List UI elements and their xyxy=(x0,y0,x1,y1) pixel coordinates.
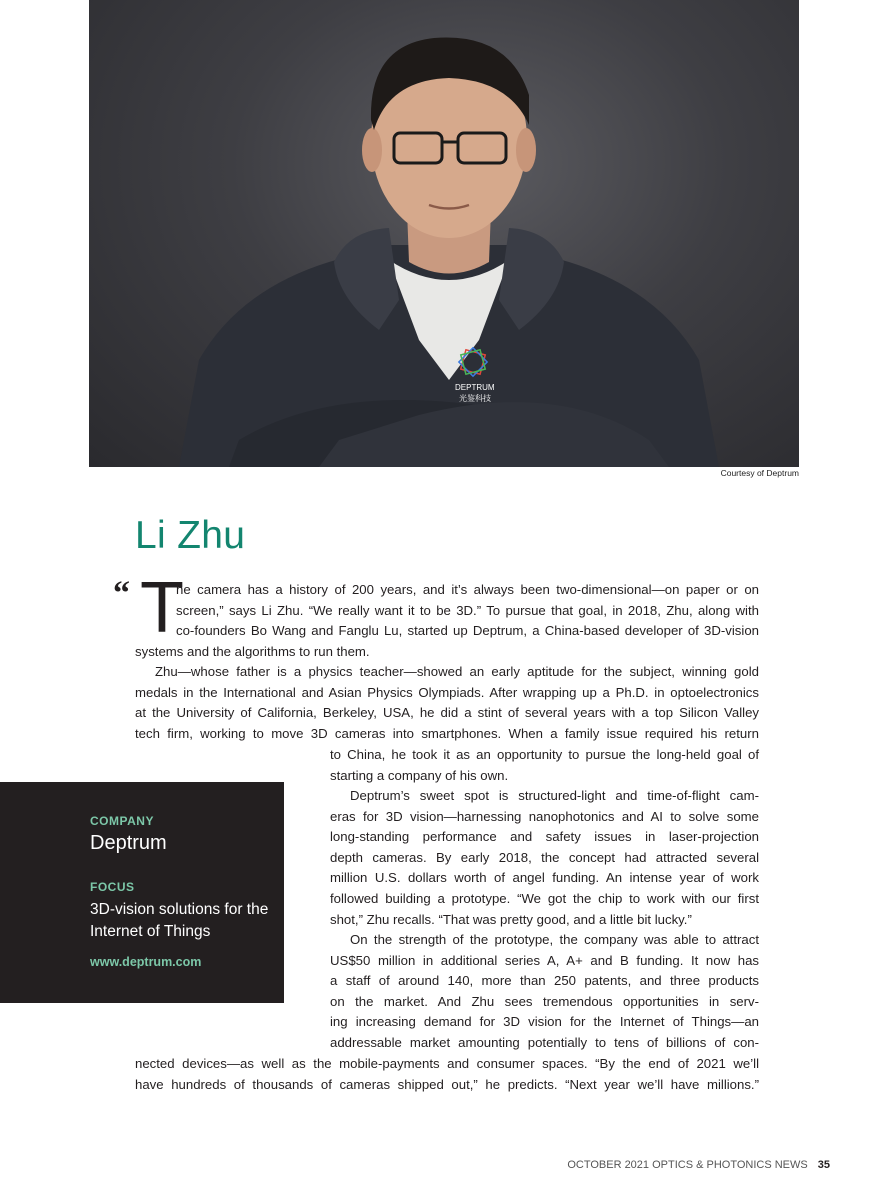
page-number: 35 xyxy=(817,1159,830,1171)
text-line: shot,” Zhu recalls. “That was pretty good, and a little bit lucky.” xyxy=(330,911,692,927)
text-line: million U.S. dollars worth of angel funding. An intense year of work xyxy=(330,870,759,886)
focus-text: 3D-vision solutions for the Internet of Things xyxy=(90,901,269,940)
profile-name: Li Zhu xyxy=(135,514,246,557)
paragraph-4-end xyxy=(135,1054,759,1095)
opening-quote-mark: “ xyxy=(113,575,130,612)
paragraph-2-end xyxy=(330,745,759,786)
company-name: Deptrum xyxy=(90,832,167,854)
text-line: nected devices—as well as the mobile-payments and consumer spaces. “By the end of 2021 we’ll xyxy=(135,1056,759,1071)
text-line: Zhu—whose father is a physics teacher—showed an early aptitude for the subject, winning gold xyxy=(155,664,759,679)
text-line: tech firm, working to move 3D cameras into smartphones. When a family issue required his return xyxy=(135,725,759,741)
text-line: on the market. And Zhu sees tremendous opportunities in serv- xyxy=(330,993,759,1009)
text-line: On the strength of the prototype, the company was able to attract xyxy=(350,932,759,947)
text-line: long-standing performance and safety issues in laser-projection xyxy=(330,829,759,845)
text-line: he camera has a history of 200 years, and it’s always been two-dimensional—on paper or on xyxy=(176,582,759,597)
text-line: depth cameras. By early 2018, the concept had attracted several xyxy=(330,849,759,865)
text-line: at the University of California, Berkeley, USA, he did a stint of several years with a top Silicon Valley xyxy=(135,705,759,721)
page-footer xyxy=(567,1159,830,1171)
text-line: medals in the International and Asian Physics Olympiads. After wrapping up a Ph.D. in optoelectronics xyxy=(135,684,759,700)
text-line: starting a company of his own. xyxy=(330,767,509,783)
paragraph-3 xyxy=(330,786,759,930)
text-line: screen,” says Li Zhu. “We really want it to be 3D.” To pursue that goal, in 2018, Zhu, along with xyxy=(176,602,759,618)
text-line: systems and the algorithms to run them. xyxy=(135,644,370,659)
paragraph-1-end xyxy=(135,642,759,663)
paragraph-4 xyxy=(330,930,759,1054)
text-line: Deptrum’s sweet spot is structured-light and time-of-flight cam- xyxy=(350,788,759,803)
text-line: followed building a prototype. “We got the chip to work with our first xyxy=(330,890,759,906)
company-website-link[interactable]: www.deptrum.com xyxy=(90,955,202,969)
dropcap-letter: T xyxy=(140,568,184,648)
text-line: addressable market amounting potentially to tens of billions of con- xyxy=(330,1034,759,1050)
shirt-logo-chinese: 光鉴科技 xyxy=(459,394,491,403)
shirt-logo-text: DEPTRUM xyxy=(455,383,495,392)
text-line: to China, he took it as an opportunity to pursue the long-held goal of xyxy=(330,747,759,762)
text-line: US$50 million in additional series A, A+ and B funding. It now has xyxy=(330,952,759,968)
text-line: eras for 3D vision—harnessing nanophotonics and AI to solve some xyxy=(330,808,759,824)
portrait-illustration xyxy=(89,0,799,467)
focus-label: FOCUS xyxy=(90,880,135,894)
issue-info: OCTOBER 2021 OPTICS & PHOTONICS NEWS xyxy=(567,1159,808,1171)
paragraph-2 xyxy=(135,662,759,744)
paragraph-1 xyxy=(176,580,759,642)
photo-credit: Courtesy of Deptrum xyxy=(720,468,799,478)
portrait-photo xyxy=(89,0,799,467)
text-line: have hundreds of thousands of cameras shipped out,” he predicts. “Next year we’ll have millions.” xyxy=(135,1076,759,1092)
text-line: a staff of around 140, more than 250 patents, and three products xyxy=(330,973,759,989)
text-line: ing increasing demand for 3D vision for the Internet of Things—an xyxy=(330,1014,759,1030)
company-label: COMPANY xyxy=(90,814,154,828)
text-line: co-founders Bo Wang and Fanglu Lu, started up Deptrum, a China-based developer of 3D-vision xyxy=(176,623,759,639)
